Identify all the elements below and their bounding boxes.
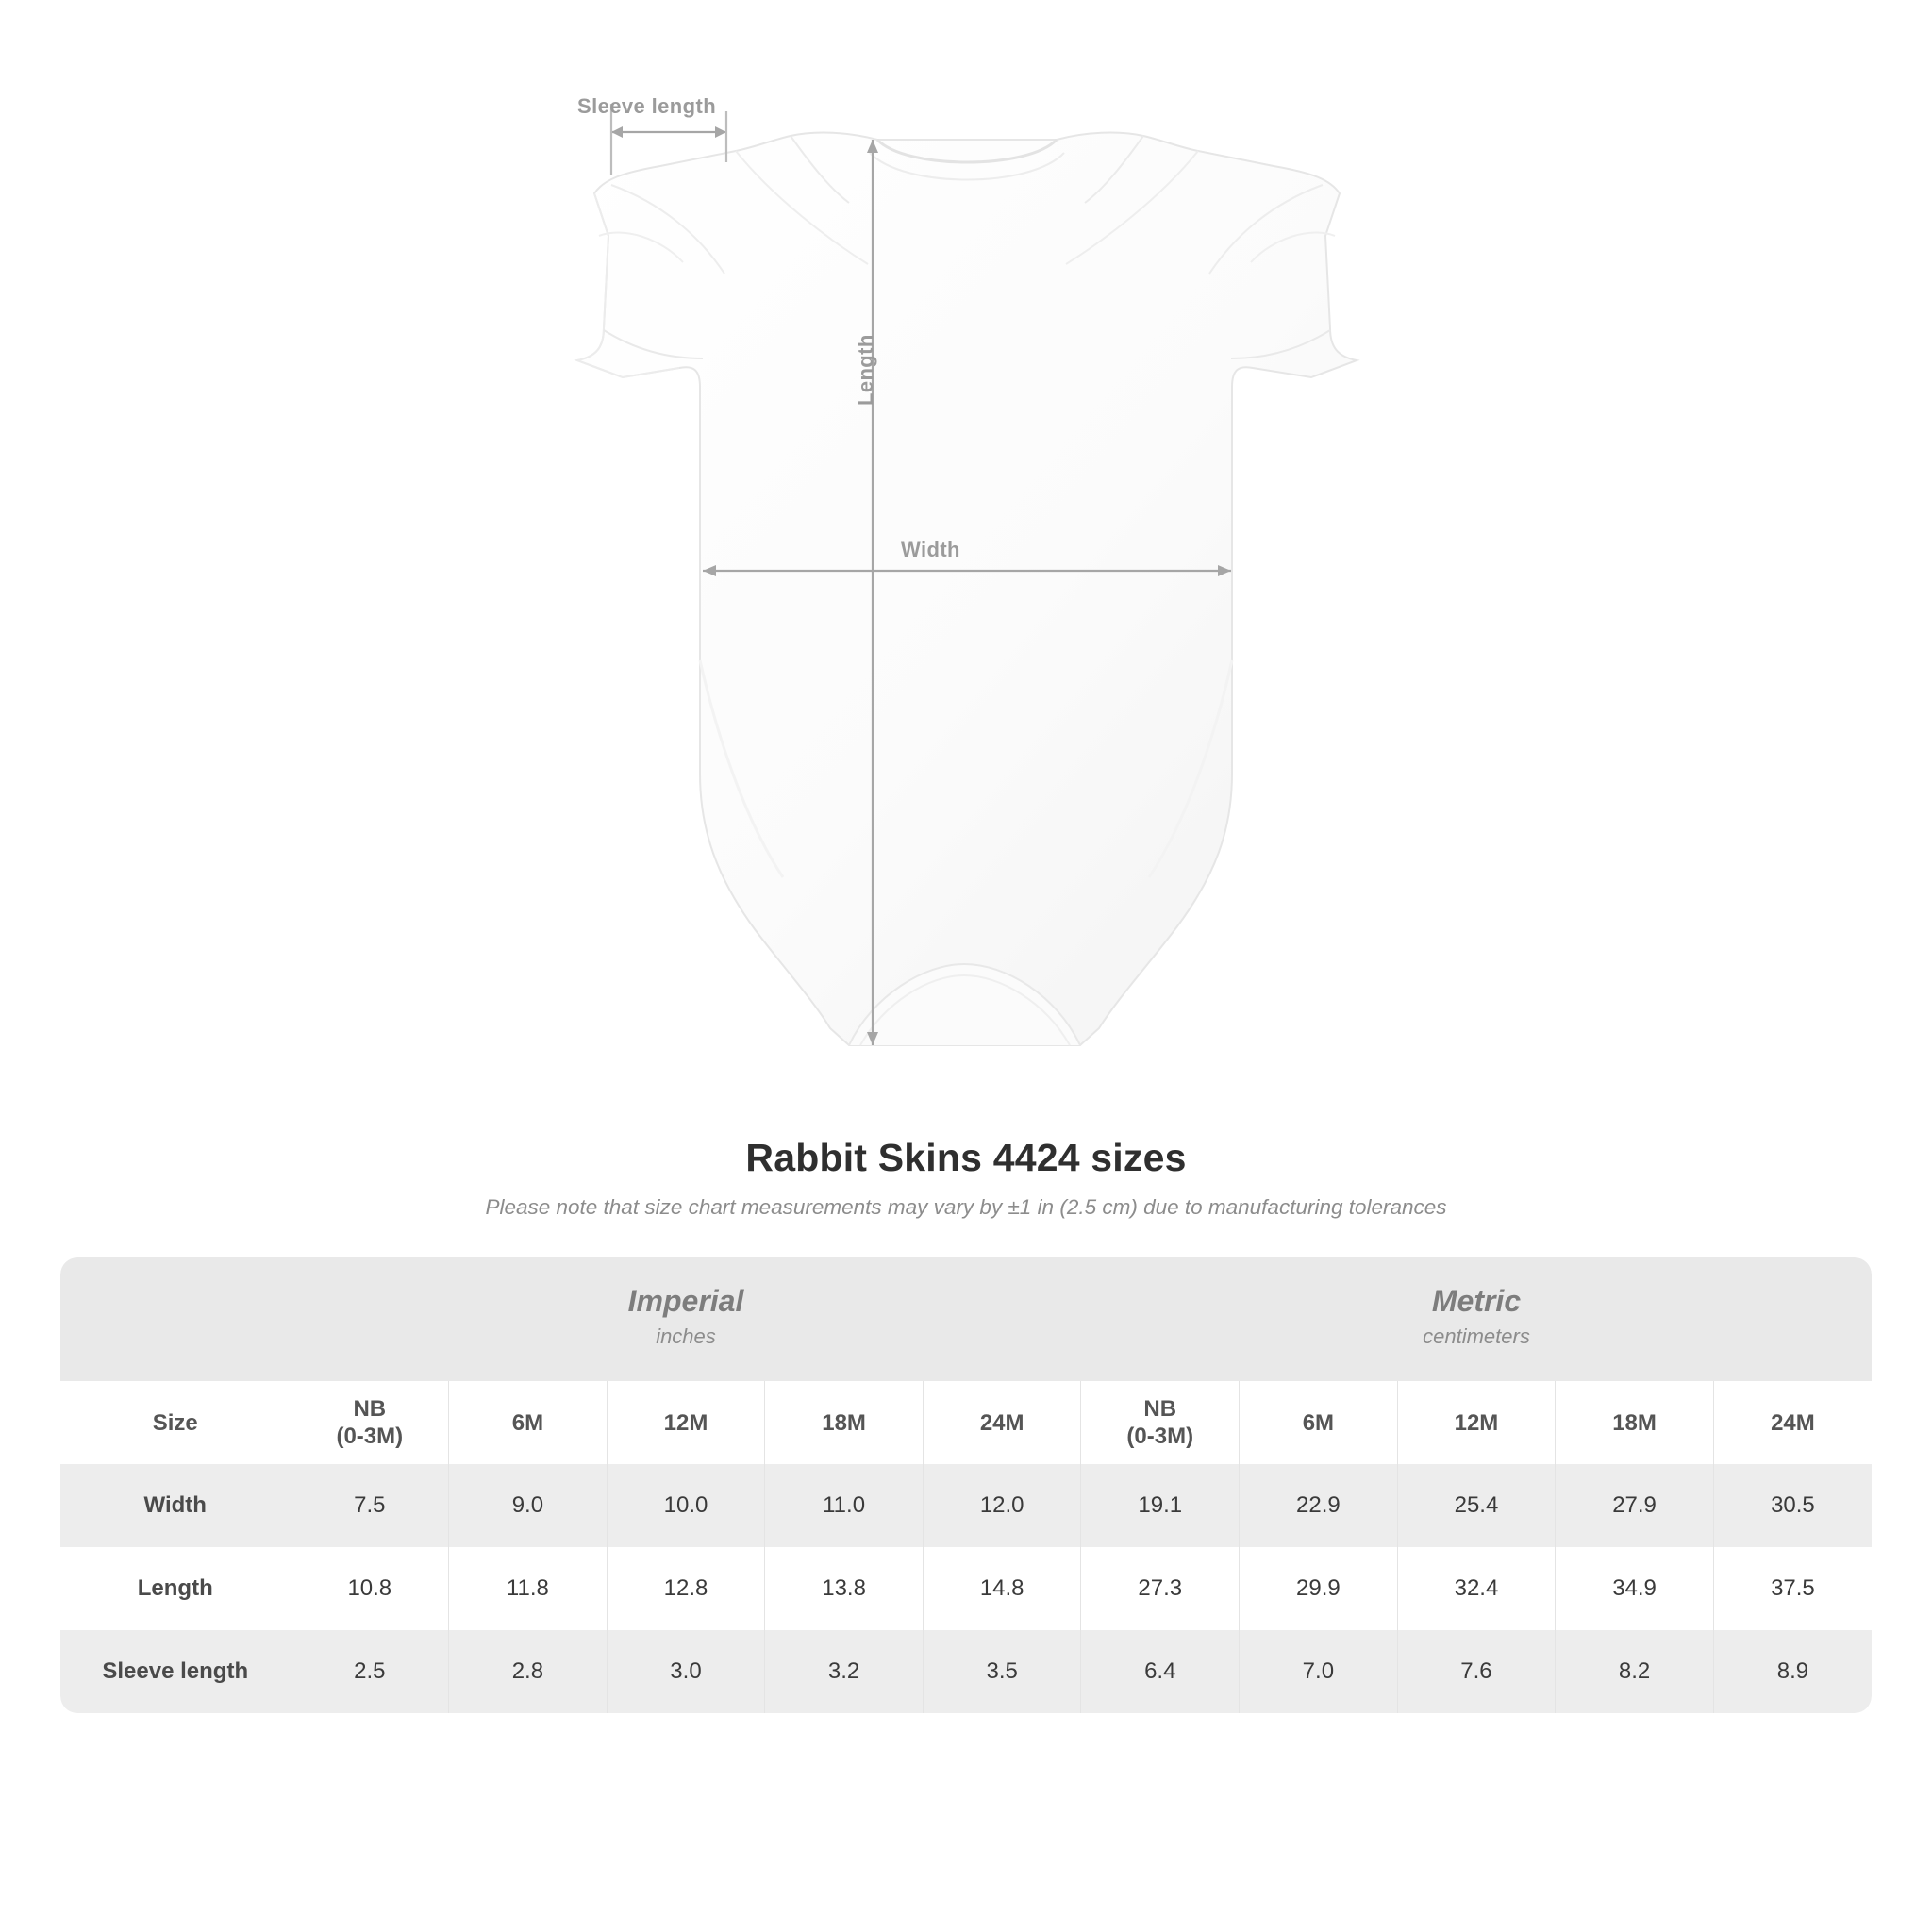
cell-length-metric-18m: 34.9: [1556, 1547, 1714, 1630]
column-header-metric-24m-line1: 24M: [1771, 1409, 1815, 1436]
cell-length-imperial-24m: 14.8: [923, 1547, 1081, 1630]
cell-length-metric-nb: 27.3: [1081, 1547, 1240, 1630]
cell-length-imperial-6m: 11.8: [449, 1547, 608, 1630]
cell-sleeve-metric-12m: 7.6: [1397, 1630, 1556, 1713]
page-title: Rabbit Skins 4424 sizes: [745, 1136, 1187, 1179]
column-header-metric-12m-line1: 12M: [1454, 1409, 1499, 1436]
cell-sleeve-metric-nb: 6.4: [1081, 1630, 1240, 1713]
table-row: [60, 1547, 1872, 1630]
column-header-metric-nb-line2: (0-3M): [1126, 1424, 1194, 1450]
cell-width-metric-18m: 27.9: [1556, 1464, 1714, 1547]
cell-length-metric-12m: 32.4: [1397, 1547, 1556, 1630]
size-header-row: [60, 1381, 1872, 1464]
cell-sleeve-imperial-18m: 3.2: [765, 1630, 924, 1713]
column-header-imperial-12m: [607, 1381, 765, 1464]
unit-group-row: [60, 1257, 1872, 1381]
size-table-wrapper: [60, 1257, 1872, 1713]
unit-group-imperial-name: Imperial: [627, 1284, 744, 1318]
unit-group-metric-sub: centimeters: [1423, 1324, 1530, 1348]
column-header-imperial-24m-line1: 24M: [979, 1409, 1024, 1436]
cell-sleeve-metric-6m: 7.0: [1240, 1630, 1398, 1713]
size-table: [60, 1257, 1872, 1713]
cell-width-metric-24m: 30.5: [1713, 1464, 1872, 1547]
column-header-imperial-nb-line1: NB: [353, 1395, 387, 1422]
column-header-imperial-6m: [449, 1381, 608, 1464]
cell-width-imperial-18m: 11.0: [765, 1464, 924, 1547]
unit-group-imperial-sub: inches: [656, 1324, 716, 1348]
row-label-width: Width: [60, 1464, 291, 1547]
column-header-metric-18m-line1: 18M: [1612, 1409, 1657, 1436]
cell-width-imperial-6m: 9.0: [449, 1464, 608, 1547]
column-header-imperial-18m-line1: 18M: [822, 1409, 866, 1436]
unit-group-imperial: [291, 1257, 1081, 1381]
column-header-metric-6m: [1240, 1381, 1398, 1464]
unit-group-spacer: [60, 1257, 291, 1381]
bodysuit-shape: [577, 133, 1357, 1045]
unit-group-metric: [1081, 1257, 1872, 1381]
cell-sleeve-imperial-12m: 3.0: [607, 1630, 765, 1713]
sleeve-length-annotation: Sleeve length: [577, 94, 717, 118]
column-header-metric-nb: [1081, 1381, 1240, 1464]
cell-sleeve-imperial-6m: 2.8: [449, 1630, 608, 1713]
column-header-imperial-12m-line1: 12M: [663, 1409, 708, 1436]
cell-length-imperial-18m: 13.8: [765, 1547, 924, 1630]
table-row: [60, 1464, 1872, 1547]
column-header-imperial-nb-line2: (0-3M): [336, 1424, 404, 1450]
cell-sleeve-metric-24m: 8.9: [1713, 1630, 1872, 1713]
column-header-metric-18m: [1556, 1381, 1714, 1464]
cell-width-metric-12m: 25.4: [1397, 1464, 1556, 1547]
cell-sleeve-imperial-nb: 2.5: [291, 1630, 449, 1713]
column-header-metric-nb-line1: NB: [1143, 1395, 1177, 1422]
title-block: [0, 1136, 1932, 1220]
column-header-metric-6m-line1: 6M: [1302, 1409, 1335, 1436]
cell-length-metric-24m: 37.5: [1713, 1547, 1872, 1630]
cell-length-imperial-12m: 12.8: [607, 1547, 765, 1630]
cell-width-imperial-12m: 10.0: [607, 1464, 765, 1547]
tolerance-note: Please note that size chart measurements may vary by ±1 in (2.5 cm) due to manufacturing tolerances: [485, 1195, 1447, 1219]
cell-sleeve-imperial-24m: 3.5: [923, 1630, 1081, 1713]
cell-width-imperial-nb: 7.5: [291, 1464, 449, 1547]
column-header-metric-12m: [1397, 1381, 1556, 1464]
column-header-imperial-nb: [291, 1381, 449, 1464]
unit-group-metric-name: Metric: [1431, 1284, 1522, 1318]
column-header-imperial-6m-line1: 6M: [511, 1409, 544, 1436]
width-annotation: Width: [901, 538, 960, 561]
row-label-sleeve-length: Sleeve length: [60, 1630, 291, 1713]
table-row: [60, 1630, 1872, 1713]
column-header-size-line1: Size: [152, 1409, 198, 1436]
column-header-size: [60, 1381, 291, 1464]
cell-length-imperial-nb: 10.8: [291, 1547, 449, 1630]
column-header-metric-24m: [1713, 1381, 1872, 1464]
cell-sleeve-metric-18m: 8.2: [1556, 1630, 1714, 1713]
length-annotation: Length: [854, 334, 877, 406]
cell-width-metric-nb: 19.1: [1081, 1464, 1240, 1547]
column-header-imperial-18m: [765, 1381, 924, 1464]
cell-width-metric-6m: 22.9: [1240, 1464, 1398, 1547]
column-header-imperial-24m: [923, 1381, 1081, 1464]
cell-width-imperial-24m: 12.0: [923, 1464, 1081, 1547]
cell-length-metric-6m: 29.9: [1240, 1547, 1398, 1630]
row-label-length: Length: [60, 1547, 291, 1630]
